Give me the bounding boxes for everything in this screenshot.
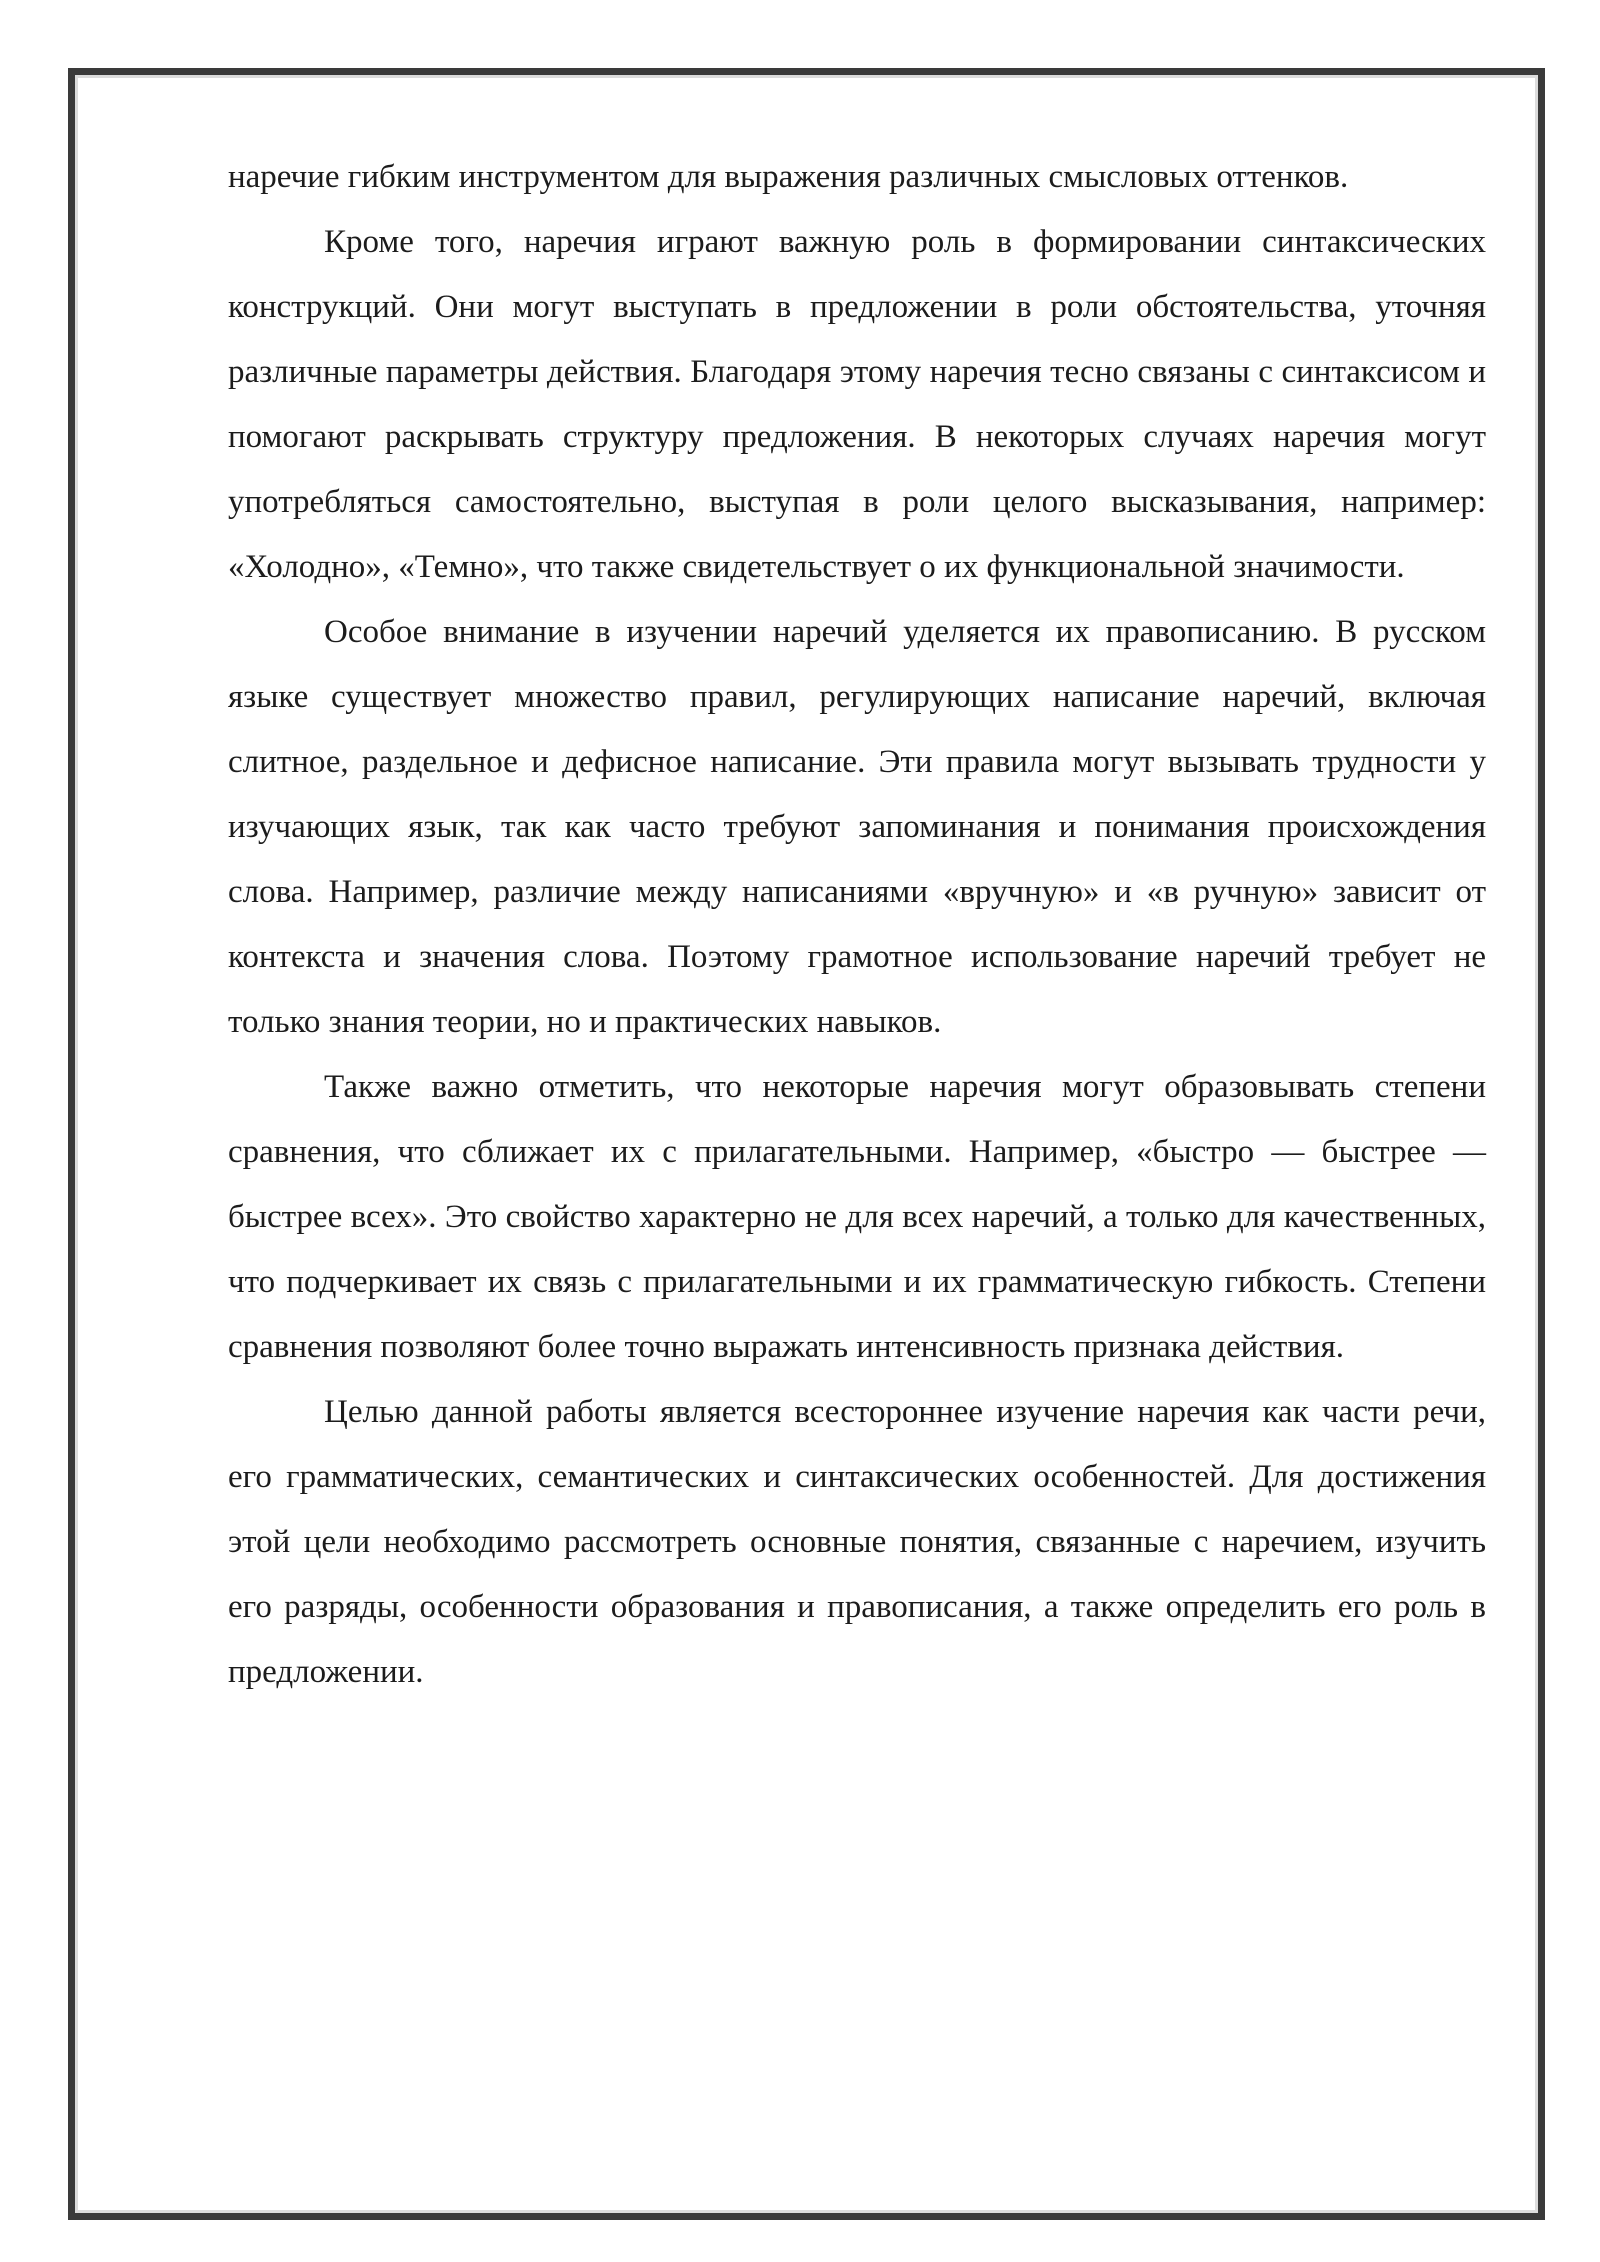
paragraph-work-goal: Целью данной работы является всестороннее изучение наречия как части речи, его грамматических, семантических и синтаксических особенностей. Для достижения этой цели необходимо рассмотреть основные понятия, связанные с наречием, изучить его разряды, особенности образования и правописания, а также определить его роль в предложении. [228, 1394, 1486, 1690]
document-body [228, 145, 1486, 1705]
paragraph-comparison-degrees: Также важно отметить, что некоторые наречия могут образовывать степени сравнения, что сближает их с прилагательными. Например, «быстро — быстрее — быстрее всех». Это свойство характерно не для всех наречий, а только для качественных, что подчеркивает их связь с прилагательными и их грамматическую гибкость. Степени сравнения позволяют более точно выражать интенсивность признака действия. [228, 1069, 1486, 1365]
paragraph-syntax-role: Кроме того, наречия играют важную роль в формировании синтаксических конструкций. Они могут выступать в предложении в роли обстоятельства, уточняя различные параметры действия. Благодаря этому наречия тесно связаны с синтаксисом и помогают раскрывать структуру предложения. В некоторых случаях наречия могут употребляться самостоятельно, выступая в роли целого высказывания, например: «Холодно», «Темно», что также свидетельствует о их функциональной значимости. [228, 224, 1486, 585]
paragraph-spelling: Особое внимание в изучении наречий уделяется их правописанию. В русском языке существует множество правил, регулирующих написание наречий, включая слитное, раздельное и дефисное написание. Эти правила могут вызывать трудности у изучающих язык, так как часто требуют запоминания и понимания происхождения слова. Например, различие между написаниями «вручную» и «в ручную» зависит от контекста и значения слова. Поэтому грамотное использование наречий требует не только знания теории, но и практических навыков. [228, 614, 1486, 1040]
paragraph-continuation: наречие гибким инструментом для выражения различных смысловых оттенков. [228, 159, 1349, 195]
